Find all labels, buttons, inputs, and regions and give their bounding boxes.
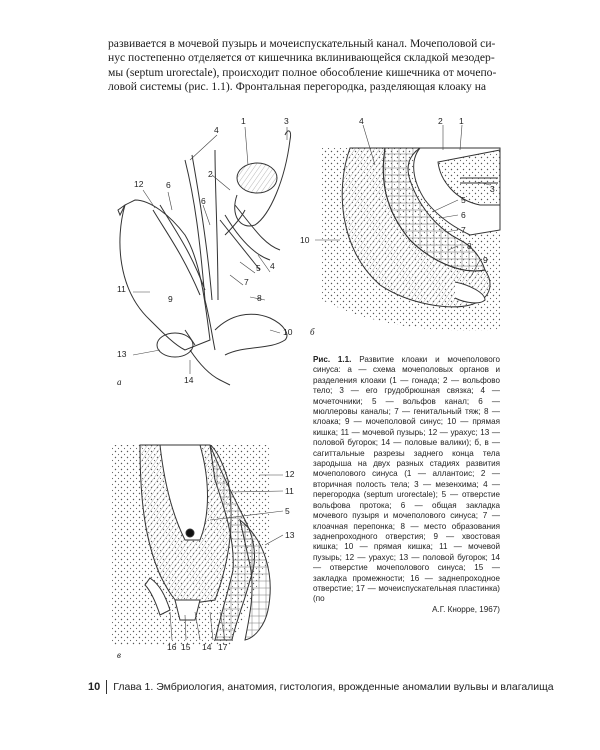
fig-a-label-12: 12 [134, 179, 144, 189]
figure-caption [313, 355, 500, 615]
fig-a-label-13: 13 [117, 349, 127, 359]
fig-b-label-5: 5 [461, 195, 466, 205]
fig-a-label-4-top: 4 [214, 125, 219, 135]
fig-v-label-11: 11 [285, 486, 294, 496]
intro-line: мы (septum urorectale), происходит полное обособление кишечника от мочепо- [108, 65, 497, 79]
fig-b-label-6: 6 [461, 210, 466, 220]
caption-text: Развитие клоаки и мочеполового синуса: а — схема мочеполовых органов и разделения клоаки (1 — гонада; 2 — вольфово тело; 3 — его грудобрюшная связка; 4 — мочеточники; 5 — вольфов канал; 6 — мюллеровы каналы; 7 — генитальный тяж; 8 — клоака; 9 — мочеполовой синус; 10 — прямая кишка; 11 — мочевой пузырь; 12 — урахус; 13 — половой бугорок; 14 — половые валики); б, в — сагиттальные разрезы заднего конца тела зародыша на двух разных стадиях развития мочеполового синуса (1 — аллантоис; 2 — вторичная полость тела; 3 — мезенхима; 4 — перегородка (septum urorectale); 5 — отверстие вольфова протока; 6 — общая закладка мочевого пузыря и мочеполового синуса; 7 — клоачная перепонка; 8 — место образования заднепроходного отверстия; 9 — хвостовая кишка; 10 — прямая кишка; 11 — мочевой пузырь; 12 — урахус; 13 — половой бугорок; 14 — отверстие мочеполового синуса; 15 — закладка промежности; 16 — заднепроходное отверстие; 17 — мочеиспускательная пластинка) (по [313, 355, 501, 604]
fig-a-label-3: 3 [284, 116, 289, 126]
fig-a-label-10: 10 [283, 327, 293, 337]
fig-v-label-13: 13 [285, 530, 295, 540]
fig-v-letter: в [117, 650, 121, 660]
fig-v-label-17: 17 [218, 642, 228, 652]
fig-v-label-12: 12 [285, 469, 295, 479]
fig-v-label-5: 5 [285, 506, 290, 516]
figure-a-drawing [118, 131, 291, 385]
fig-b-label-9: 9 [483, 255, 488, 265]
fig-v-label-16: 16 [167, 642, 177, 652]
fig-b-letter: б [310, 327, 315, 337]
caption-source: А.Г. Кнорре, 1967) [432, 604, 500, 614]
figure-v-drawing [112, 445, 270, 645]
fig-b-label-8: 8 [467, 241, 472, 251]
fig-a-label-9: 9 [168, 294, 173, 304]
fig-a-letter: а [117, 377, 122, 387]
page-footer [88, 680, 554, 694]
fig-b-label-3: 3 [490, 184, 495, 194]
intro-line: нус постепенно отделяется от кишечника вклинивающейся складкой мезодер- [108, 51, 495, 65]
fig-b-label-7: 7 [461, 225, 466, 235]
fig-b-label-2: 2 [438, 116, 443, 126]
chapter-title: Глава 1. Эмбриология, анатомия, гистология, врожденные аномалии вульвы и влагалища [113, 680, 554, 693]
fig-a-label-1: 1 [241, 116, 246, 126]
fig-a-label-4-right: 4 [270, 261, 275, 271]
fig-a-label-5: 5 [256, 263, 261, 273]
fig-a-label-7: 7 [244, 277, 249, 287]
fig-b-label-1: 1 [459, 116, 464, 126]
figure-b-drawing [322, 148, 500, 331]
intro-line: ловой системы (рис. 1.1). Фронтальная перегородка, разделяющая клоаку на [108, 79, 487, 93]
fig-a-label-6-right: 6 [201, 196, 206, 206]
caption-title: Рис. 1.1. [313, 355, 352, 364]
fig-b-label-10: 10 [300, 235, 310, 245]
fig-a-label-8: 8 [257, 293, 262, 303]
fig-v-label-15: 15 [181, 642, 191, 652]
fig-a-label-2: 2 [208, 169, 213, 179]
fig-b-label-4: 4 [359, 116, 364, 126]
fig-a-label-11: 11 [117, 284, 126, 294]
footer-divider [106, 680, 107, 694]
fig-a-label-14: 14 [184, 375, 194, 385]
fig-v-label-14: 14 [202, 642, 212, 652]
intro-line: развивается в мочевой пузырь и мочеиспускательный канал. Мочеполовой си- [108, 37, 496, 50]
page-number: 10 [88, 680, 101, 693]
fig-a-label-6-left: 6 [166, 180, 171, 190]
